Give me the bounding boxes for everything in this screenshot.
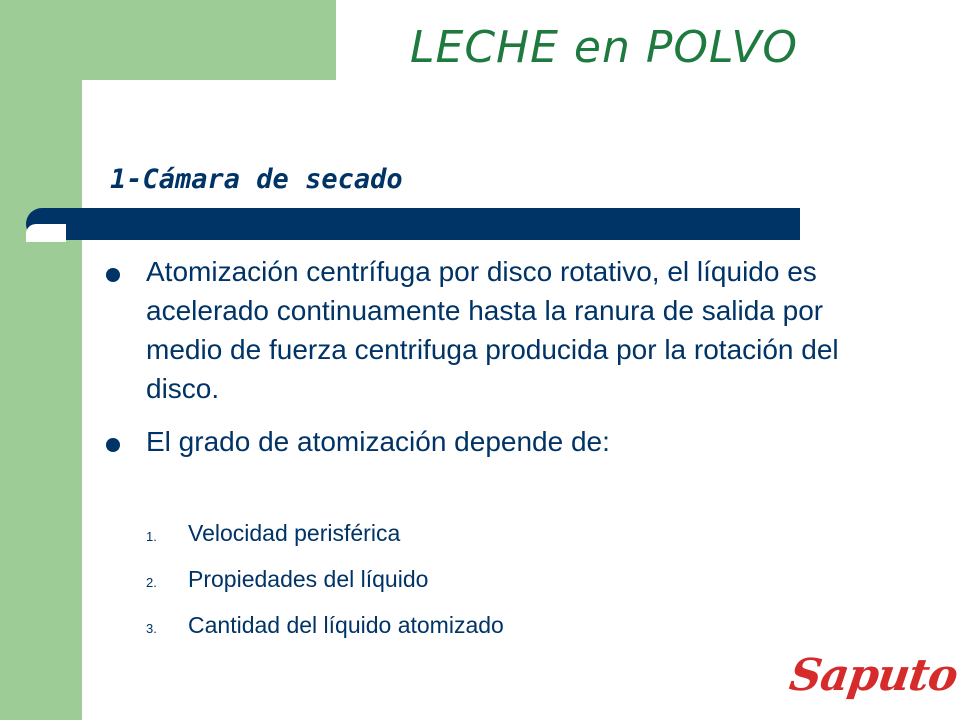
item-text: Cantidad del líquido atomizado — [188, 612, 504, 638]
bullet-text: Atomización centrífuga por disco rotativo, el líquido es acelerado continuamente hasta la ranura de salida por medio de fuerza centrifuga producida por la rotación del disco. — [146, 256, 839, 404]
numbered-item — [146, 602, 504, 648]
item-number: 3. — [146, 621, 157, 636]
bullet-item — [104, 422, 894, 461]
bullet-dot-icon — [106, 438, 120, 452]
divider-notch — [26, 224, 66, 242]
slide-title: LECHE en POLVO — [410, 22, 799, 73]
sidebar-band — [0, 0, 82, 720]
bullet-item — [104, 252, 894, 408]
saputo-logo: Saputo — [786, 650, 960, 701]
numbered-item — [146, 556, 504, 602]
numbered-item — [146, 510, 504, 556]
slide-subtitle: 1-Cámara de secado — [110, 164, 403, 195]
bullet-list — [104, 252, 894, 475]
divider-bar — [26, 208, 800, 240]
numbered-list — [146, 510, 504, 648]
item-text: Velocidad perisférica — [188, 520, 401, 546]
item-text: Propiedades del líquido — [188, 566, 429, 592]
item-number: 2. — [146, 575, 157, 590]
bullet-dot-icon — [106, 268, 120, 282]
item-number: 1. — [146, 529, 157, 544]
bullet-text: El grado de atomización depende de: — [146, 426, 610, 457]
top-band — [82, 0, 336, 80]
